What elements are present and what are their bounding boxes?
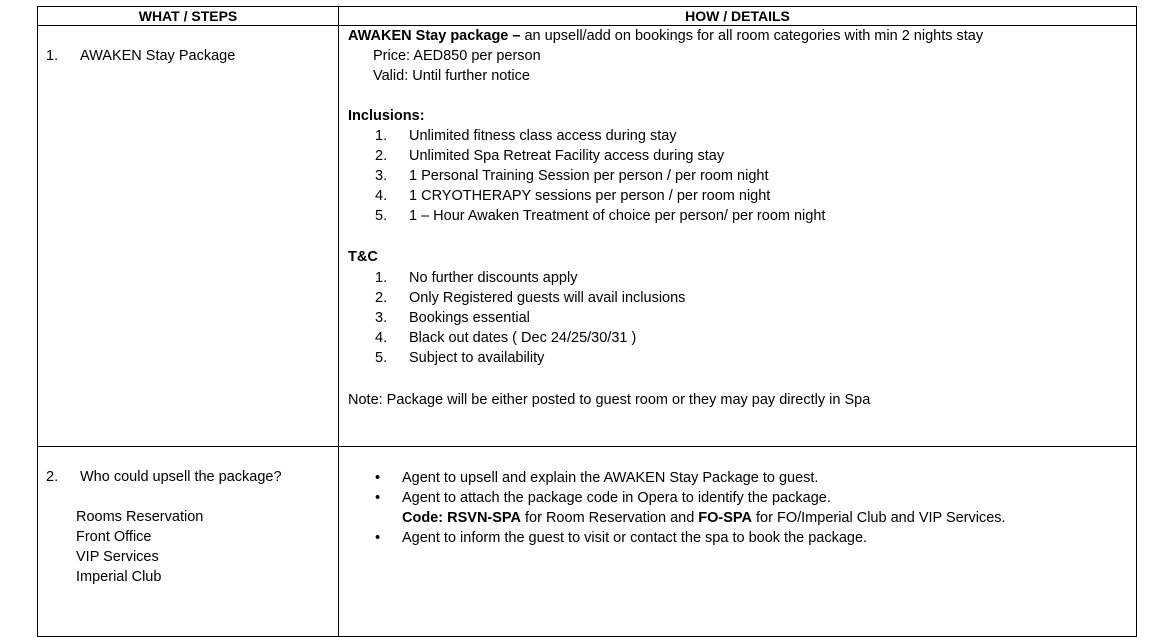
list-item: 5. 1 – Hour Awaken Treatment of choice per person/ per room night [375,208,826,224]
details-cell [339,447,1137,637]
package-validity: Valid: Until further notice [373,68,530,84]
package-note: Note: Package will be either posted to guest room or they may pay directly in Spa [348,392,871,408]
tc-list [339,268,1136,368]
list-item: 1. Unlimited fitness class access during stay [375,128,677,144]
bullet-icon: • [375,530,381,546]
list-item: 2. Only Registered guests will avail inclusions [375,290,686,306]
header-what-steps: WHAT / STEPS [38,7,339,26]
package-title [339,26,1136,46]
code-rsvn: RSVN-SPA [447,510,521,526]
step-item [38,467,338,487]
inclusions-heading: Inclusions: [348,108,425,124]
procedure-table [37,6,1137,637]
step-item [38,46,338,66]
package-title-bold: AWAKEN Stay package – [348,28,521,44]
list-item: 3. 1 Personal Training Session per person / per room night [375,168,769,184]
table-row [38,26,1137,447]
step-number: 1. [46,48,59,64]
bullet-item: • Agent to upsell and explain the AWAKEN Stay Package to guest. [375,470,819,486]
list-item: 4. 1 CRYOTHERAPY sessions per person / per room night [375,188,771,204]
inclusions-list [339,126,1136,226]
tc-heading: T&C [348,249,378,265]
step-cell [38,26,339,447]
step-label: Who could upsell the package? [80,469,282,485]
bullet-icon: • [375,470,381,486]
step-number: 2. [46,469,59,485]
package-title-rest: an upsell/add on bookings for all room categories with min 2 nights stay [520,28,984,44]
bullet-item: • Agent to inform the guest to visit or contact the spa to book the package. [375,530,868,546]
department-item: Front Office [76,529,152,545]
department-list [38,507,338,587]
department-item: Imperial Club [76,569,162,585]
code-fo: FO-SPA [698,510,752,526]
table-row [38,447,1137,637]
bullet-item: • Agent to attach the package code in Opera to identify the package. [375,490,831,506]
list-item: 5. Subject to availability [375,350,545,366]
list-item: 1. No further discounts apply [375,270,578,286]
package-code-line: Code: RSVN-SPA for Room Reservation and FO-SPA for FO/Imperial Club and VIP Services. [402,510,1006,526]
list-item: 3. Bookings essential [375,310,530,326]
step-cell [38,447,339,637]
code-label: Code: [402,510,444,526]
details-cell [339,26,1137,447]
package-price: Price: AED850 per person [373,48,541,64]
department-item: Rooms Reservation [76,509,204,525]
bullet-icon: • [375,490,381,506]
header-how-details: HOW / DETAILS [339,7,1137,26]
department-item: VIP Services [76,549,159,565]
step-label: AWAKEN Stay Package [80,48,236,64]
header-row [38,7,1137,26]
list-item: 2. Unlimited Spa Retreat Facility access during stay [375,148,725,164]
list-item: 4. Black out dates ( Dec 24/25/30/31 ) [375,330,637,346]
